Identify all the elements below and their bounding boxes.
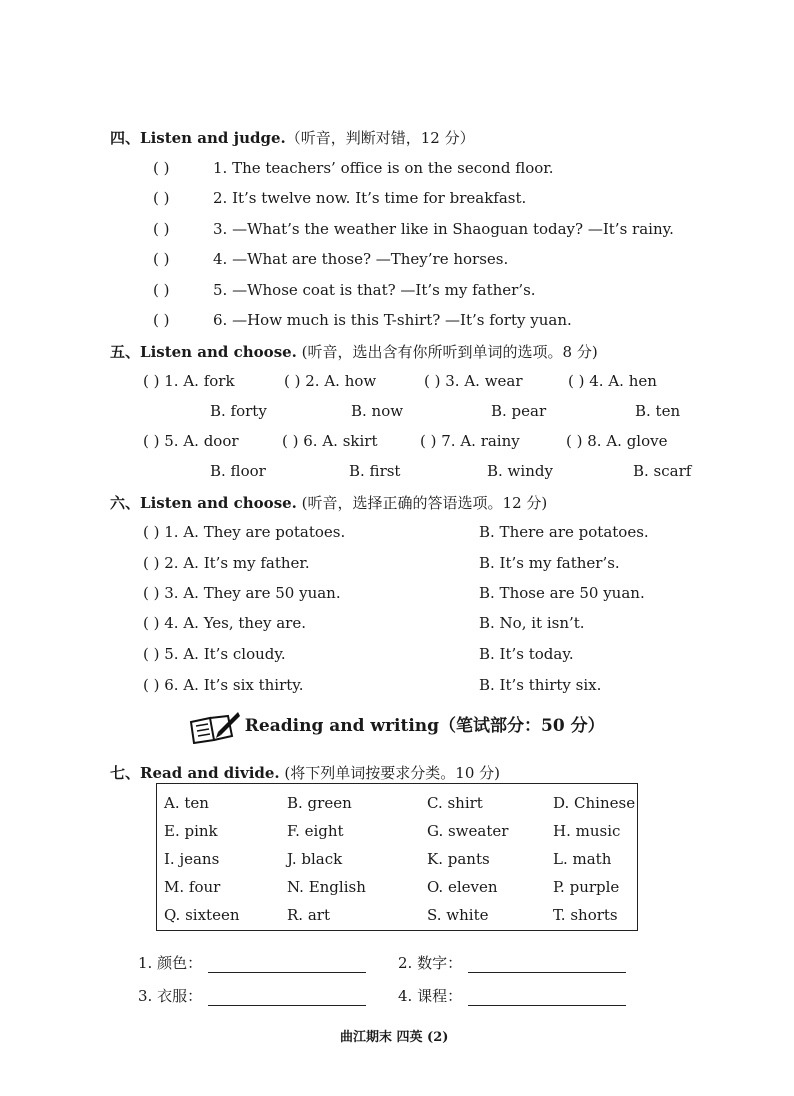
response-item-6-b: B. It’s thirty six. — [479, 676, 602, 694]
word-i: I. jeans — [164, 850, 220, 868]
answer-paren[interactable]: ( ) — [143, 372, 165, 390]
answer-paren[interactable]: ( ) — [153, 159, 170, 177]
category-2 — [398, 952, 626, 973]
option-a: 1. A. They are potatoes. — [164, 523, 346, 541]
category-1 — [138, 952, 366, 973]
choose-item-8-a — [566, 432, 667, 450]
word-j: J. black — [287, 850, 343, 868]
choose-item-8-b: B. scarf — [633, 462, 692, 480]
option-a: 5. A. It’s cloudy. — [164, 645, 286, 663]
choose-item-4-b: B. ten — [635, 402, 681, 420]
word-e: E. pink — [164, 822, 218, 840]
answer-paren[interactable]: ( ) — [568, 372, 590, 390]
judge-item-6 — [153, 311, 572, 329]
judge-item-1 — [153, 159, 554, 177]
answer-paren[interactable]: ( ) — [153, 189, 170, 207]
choose-item-4-a — [568, 372, 657, 390]
option-a: 4. A. Yes, they are. — [164, 614, 306, 632]
answer-paren[interactable]: ( ) — [153, 281, 170, 299]
judge-item-3 — [153, 220, 674, 238]
judge-item-4 — [153, 250, 508, 268]
reading-writing-title: Reading and writing — [244, 716, 440, 736]
answer-paren[interactable]: ( ) — [153, 311, 170, 329]
item-text: 2. It’s twelve now. It’s time for breakfast. — [213, 189, 527, 207]
section-number: 四、 — [110, 129, 141, 147]
answer-paren[interactable]: ( ) — [566, 432, 588, 450]
answer-paren[interactable]: ( ) — [143, 645, 165, 663]
answer-paren[interactable]: ( ) — [143, 432, 165, 450]
option-a: 5. A. door — [164, 432, 239, 450]
word-s: S. white — [427, 906, 489, 924]
option-a: 8. A. glove — [587, 432, 668, 450]
choose-item-5-a — [143, 432, 239, 450]
word-f: F. eight — [287, 822, 344, 840]
category-label: 1. 颜色： — [138, 954, 203, 972]
word-g: G. sweater — [427, 822, 509, 840]
response-item-4-b: B. No, it isn’t. — [479, 614, 585, 632]
section-4-title — [110, 127, 475, 148]
word-t: T. shorts — [553, 906, 618, 924]
category-3 — [138, 985, 366, 1006]
response-item-3-b: B. Those are 50 yuan. — [479, 584, 645, 602]
section-number: 七、 — [110, 764, 141, 782]
answer-paren[interactable]: ( ) — [143, 614, 165, 632]
response-item-2-b: B. It’s my father’s. — [479, 554, 620, 572]
item-text: 5. —Whose coat is that? —It’s my father’s. — [213, 281, 536, 299]
choose-item-2-b: B. now — [351, 402, 404, 420]
choose-item-7-b: B. windy — [487, 462, 553, 480]
answer-paren[interactable]: ( ) — [282, 432, 304, 450]
response-item-5 — [143, 645, 286, 663]
option-a: 7. A. rainy — [441, 432, 520, 450]
word-p: P. purple — [553, 878, 620, 896]
choose-item-6-a — [282, 432, 377, 450]
answer-blank[interactable] — [208, 991, 366, 1006]
answer-paren[interactable]: ( ) — [143, 584, 165, 602]
choose-item-2-a — [284, 372, 376, 390]
word-d: D. Chinese — [553, 794, 636, 812]
choose-item-3-a — [424, 372, 523, 390]
page-footer: 曲江期末 四英 (2) — [340, 1030, 449, 1045]
answer-blank[interactable] — [468, 958, 626, 973]
answer-paren[interactable]: ( ) — [424, 372, 446, 390]
answer-paren[interactable]: ( ) — [143, 676, 165, 694]
word-l: L. math — [553, 850, 612, 868]
choose-item-6-b: B. first — [349, 462, 401, 480]
word-k: K. pants — [427, 850, 490, 868]
reading-writing-note: （笔试部分：50 分） — [439, 716, 605, 736]
item-text: 4. —What are those? —They’re horses. — [213, 250, 509, 268]
word-c: C. shirt — [427, 794, 483, 812]
item-text: 1. The teachers’ office is on the second floor. — [213, 159, 554, 177]
answer-paren[interactable]: ( ) — [143, 523, 165, 541]
answer-blank[interactable] — [468, 991, 626, 1006]
word-n: N. English — [287, 878, 366, 896]
section-title-en: Listen and judge. — [140, 129, 286, 147]
option-a: 2. A. how — [305, 372, 377, 390]
section-note: (听音，选择正确的答语选项。12 分) — [296, 494, 548, 512]
judge-item-2 — [153, 189, 526, 207]
word-q: Q. sixteen — [164, 906, 240, 924]
option-a: 6. A. skirt — [303, 432, 378, 450]
option-a: 6. A. It’s six thirty. — [164, 676, 304, 694]
choose-item-7-a — [420, 432, 520, 450]
section-note: (听音，选出含有你所听到单词的选项。8 分) — [296, 343, 598, 361]
section-note: （听音，判断对错，12 分） — [285, 129, 475, 147]
item-text: 3. —What’s the weather like in Shaoguan today? —It’s rainy. — [213, 220, 674, 238]
response-item-3 — [143, 584, 341, 602]
response-item-1-b: B. There are potatoes. — [479, 523, 649, 541]
category-4 — [398, 985, 626, 1006]
category-label: 3. 衣服： — [138, 987, 203, 1005]
answer-blank[interactable] — [208, 958, 366, 973]
response-item-1 — [143, 523, 345, 541]
section-7-title — [110, 762, 500, 783]
choose-item-1-b: B. forty — [210, 402, 267, 420]
option-a: 2. A. It’s my father. — [164, 554, 310, 572]
choose-item-3-b: B. pear — [491, 402, 547, 420]
section-number: 六、 — [110, 494, 141, 512]
answer-paren[interactable]: ( ) — [284, 372, 306, 390]
section-6-title — [110, 492, 547, 513]
option-a: 4. A. hen — [589, 372, 657, 390]
option-a: 3. A. wear — [445, 372, 523, 390]
answer-paren[interactable]: ( ) — [153, 250, 170, 268]
section-title-en: Listen and choose. — [140, 343, 297, 361]
section-number: 五、 — [110, 343, 141, 361]
answer-paren[interactable]: ( ) — [153, 220, 170, 238]
word-a: A. ten — [164, 794, 209, 812]
word-b: B. green — [287, 794, 352, 812]
reading-writing-header — [188, 710, 605, 744]
word-o: O. eleven — [427, 878, 498, 896]
choose-item-5-b: B. floor — [210, 462, 266, 480]
word-m: M. four — [164, 878, 221, 896]
option-a: 3. A. They are 50 yuan. — [164, 584, 341, 602]
word-r: R. art — [287, 906, 330, 924]
answer-paren[interactable]: ( ) — [420, 432, 442, 450]
item-text: 6. —How much is this T-shirt? —It’s forty yuan. — [213, 311, 572, 329]
answer-paren[interactable]: ( ) — [143, 554, 165, 572]
judge-item-5 — [153, 281, 536, 299]
response-item-2 — [143, 554, 310, 572]
section-note: (将下列单词按要求分类。10 分) — [279, 764, 500, 782]
book-pen-icon — [188, 710, 240, 744]
word-h: H. music — [553, 822, 621, 840]
response-item-5-b: B. It’s today. — [479, 645, 574, 663]
choose-item-1-a — [143, 372, 235, 390]
category-label: 2. 数字： — [398, 954, 463, 972]
category-label: 4. 课程： — [398, 987, 463, 1005]
section-title-en: Listen and choose. — [140, 494, 297, 512]
section-5-title — [110, 341, 598, 362]
response-item-6 — [143, 676, 304, 694]
option-a: 1. A. fork — [164, 372, 235, 390]
section-title-en: Read and divide. — [140, 764, 280, 782]
response-item-4 — [143, 614, 306, 632]
